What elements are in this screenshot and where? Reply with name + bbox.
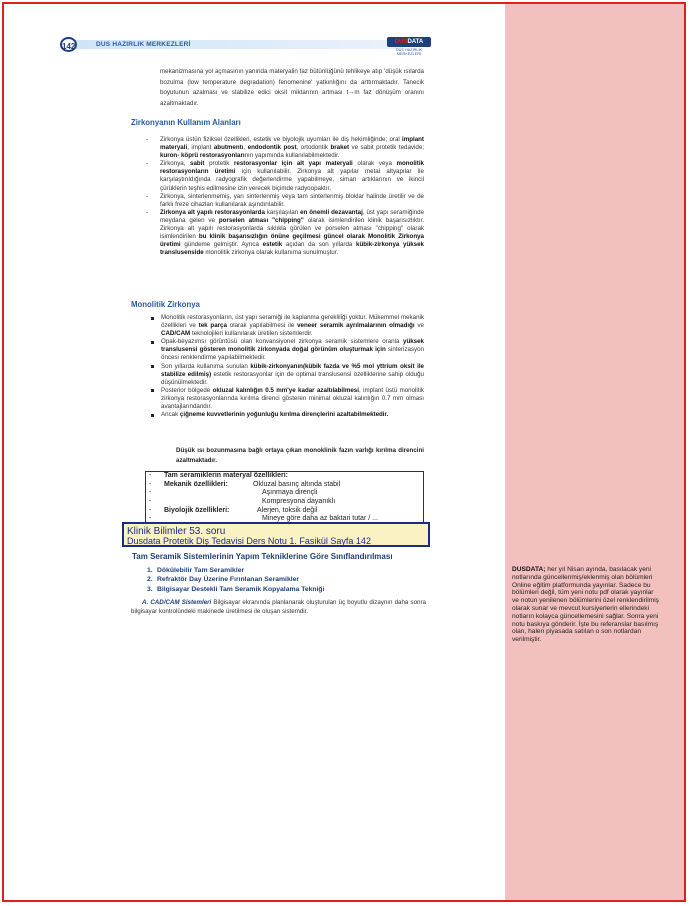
monolitik-note: Düşük ısı bozunmasına bağlı ortaya çıkan monoklinik fazın varlığı kırılma direncini azaltmaktadır. bbox=[176, 447, 424, 464]
logo-text-a: DUS bbox=[394, 39, 408, 45]
item-label: Dökülebilir Tam Seramikler bbox=[157, 567, 245, 574]
row-dash: - bbox=[149, 498, 152, 506]
dusdata-logo bbox=[387, 37, 431, 55]
list-item: Opak-beyazımsı görüntüsü olan konvansiyonel zirkonya seramik sistemlere oranla yüksek translusensi gösteren monolitik zirkonyada doğal görünüm oluşturmak için sinterizasyon öncesi renklendirme yapılabilmektedir. bbox=[151, 338, 424, 362]
list-item: - Zirkonya, sabit protetik restorasyonlar için alt yapı materyali olarak veya monolitik restorasyonların üretimi için kullanılabilir. Zirkonya alt yapılar metal altyapılar ile karşılaştırıldığında radyografik değerlendirme yapabilmeye, siman artıklarının ve ikincil çürüklerin teşhis edilmesine izin verecek biçimde radyoopaktır. bbox=[146, 160, 424, 192]
page-number: 142 bbox=[60, 37, 77, 52]
item-label: Refraktör Day Üzerine Fırınlanan Seramikler bbox=[157, 576, 300, 584]
logo-mark bbox=[387, 37, 431, 47]
property-value: Mineye göre daha az baktari tutar / ... bbox=[262, 515, 378, 523]
properties-box bbox=[145, 471, 424, 525]
property-value: Kompresyona dayanıklı bbox=[262, 498, 336, 506]
property-row bbox=[146, 507, 423, 516]
header-title: DUS HAZIRLIK MERKEZLERİ bbox=[96, 41, 191, 48]
property-value: Aşınmaya dirençli bbox=[262, 489, 318, 497]
intro-paragraph: mekanizmasına yol açmasının yanında materyalin faz bütünlüğünü tehlikeye atıp 'düşük ısılarda bozulma (low temperature degradation) fenomenine' yatkınlığını da arttırmaktadır. Tanecik boyutunun azalması ve stabilize edici oksit miktarının artması t→m faz dönüşüm oranını azaltmaktadır. bbox=[160, 68, 424, 107]
properties-rows bbox=[146, 472, 423, 524]
banner-line-1: Klinik Bilimler 53. soru bbox=[127, 526, 226, 537]
section-heading-monolitik: Monolitik Zirkonya bbox=[131, 300, 200, 309]
sidebar-text: her yıl Nisan ayında, basılacak yeni notlarında güncellenmiş/eklenmiş olan bölümleri Online eğitim platformunda yayınlar. Sadece bu bölümleri değil, tüm yeni notu pdf olarak yayınlar ve notun yenilenen bölümlerini özel renklendirilmiş olarak sunar ve mevcut kursiyerlerin ellerindeki notların kolayca güncellemesini sağlar. Sonra yeni notu baskıya gönderir. İşte bu referanslar basılmış olan, halen piyasada satılan o son notlardan verilmiştir. bbox=[512, 566, 659, 644]
row-dash: - bbox=[149, 480, 152, 488]
item-label: Bilgisayar Destekli Tam Seramik Kopyalama Tekniği bbox=[157, 585, 325, 593]
reference-banner bbox=[122, 522, 430, 547]
property-value: Alerjen, toksik değil bbox=[257, 506, 318, 514]
property-row bbox=[146, 481, 423, 490]
property-row bbox=[146, 498, 423, 507]
sidebar-note bbox=[512, 566, 662, 644]
logo-text-b: DATA bbox=[407, 39, 424, 45]
cad-cam-text: Bilgisayar ekranında planlanarak oluşturulan üç boyutlu dizaynın daha sonra bilgisayar kontrolündeki makinede üretilmesi ile oluşan sistemdir. bbox=[131, 599, 426, 615]
list-item: - Zirkonya alt yapılı restorasyonlarda karşılaşılan en önemli dezavantaj, üst yapı seramiğinde meydana gelen ve porselen atması "chipping" olarak isimlendirilen klinik başarısızlıktır. Zirkonya alt yapılı restorasyonlarda sıklıkla görülen ve porselen atması "chipping" olarak isimlendirilen bu klinik başarısızlığın önüne geçilmesi güncel olarak Monolitik Zirkonya üretimi gündeme gelmiştir. Ayrıca estetik açıdan da son yıllarda kübik-zirkonya yüksek translusenside monolitik zirkonya olarak kullanıma sunulmuştur. bbox=[146, 209, 424, 258]
list-item: - Zirkonya, sinterlenmemiş, yarı sinterlenmiş veya tam sinterlenmiş bloklar halinde üretilir ve de farklı freze cihazları kullanılarak aşındırılabilir. bbox=[146, 193, 424, 209]
monolitik-list bbox=[151, 314, 424, 419]
row-dash: - bbox=[149, 489, 152, 497]
item-number: 2. bbox=[147, 576, 153, 584]
property-row bbox=[146, 472, 423, 481]
property-key: Biyolojik özellikleri: bbox=[164, 506, 230, 514]
cad-cam-paragraph bbox=[131, 598, 426, 616]
technique-item bbox=[147, 575, 324, 584]
technique-item bbox=[147, 585, 324, 594]
zirkonya-list bbox=[146, 136, 424, 257]
sidebar-lead: DUSDATA; bbox=[512, 566, 546, 573]
row-dash: - bbox=[149, 506, 152, 514]
techniques-title: Tam Seramik Sistemlerinin Yapım Tekniklerine Göre Sınıflandırılması bbox=[132, 552, 393, 561]
item-number: 1. bbox=[147, 567, 153, 574]
row-dash: - bbox=[149, 515, 152, 523]
list-item: Son yıllarda kullanıma sunulan kübik-zirkonyanın(kübik fazda ve %5 mol yttrium oksit ile stabilize edilmiş) estetik restorasyonlar için de optimal translusensi özelliklerine sahip olduğu düşünülmektedir. bbox=[151, 363, 424, 387]
row-dash: - bbox=[149, 472, 152, 479]
item-number: 3. bbox=[147, 585, 153, 593]
list-item: Ancak çiğneme kuvvetlerinin yoğunluğu kırılma dirençlerini azaltabilmektedir. bbox=[151, 411, 424, 419]
list-item: Posterior bölgede okluzal kalınlığın 0.5 mm'ye kadar azaltılabilmesi, implant üstü monolitik zirkonya restorasyonlarında kırılma direnci gösteren minimal okluzal kalınlığın 0.7 mm olması avantajlarındandır. bbox=[151, 387, 424, 411]
cad-cam-lead: A. CAD/CAM Sistemleri bbox=[142, 599, 212, 606]
property-key: Mekanik özellikleri: bbox=[164, 480, 228, 488]
techniques-list bbox=[147, 566, 324, 594]
sidebar-panel bbox=[505, 4, 684, 900]
page-header bbox=[60, 37, 440, 53]
section-heading-zirkonya: Zirkonyanın Kullanım Alanları bbox=[131, 118, 241, 127]
property-value: Okluzal basınç altında stabil bbox=[253, 480, 341, 488]
technique-item bbox=[147, 566, 324, 575]
logo-subtitle: DUS HAZIRLIK MERKEZLERİ bbox=[395, 48, 423, 56]
property-key: Tam seramiklerin materyal özellikleri: bbox=[164, 472, 288, 479]
banner-line-2: Dusdata Protetik Diş Tedavisi Ders Notu 1. Fasikül Sayfa 142 bbox=[127, 536, 371, 546]
list-item: Monolitik restorasyonların, üst yapı seramiği ile kaplanma gerekliliği yoktur. Mükemmel mekanik özellikleri ve tek parça olarak yapılabilmesi ile veneer seramik ayrılmalarının olmadığı ve CAD/CAM teknolojileri kullanılarak üretilen sistemlerdir. bbox=[151, 314, 424, 338]
property-row bbox=[146, 489, 423, 498]
list-item: - Zirkonya üstün fiziksel özellikleri, estetik ve biyolojik uyumları ile diş hekimliğinde; oral implant materyali, implant abutmentı, endodontik post, ortodontik braket ve sabit protetik tedavide; kuron- köprü restorasyonlarının yapımında kullanılabilmektedir. bbox=[146, 136, 424, 160]
